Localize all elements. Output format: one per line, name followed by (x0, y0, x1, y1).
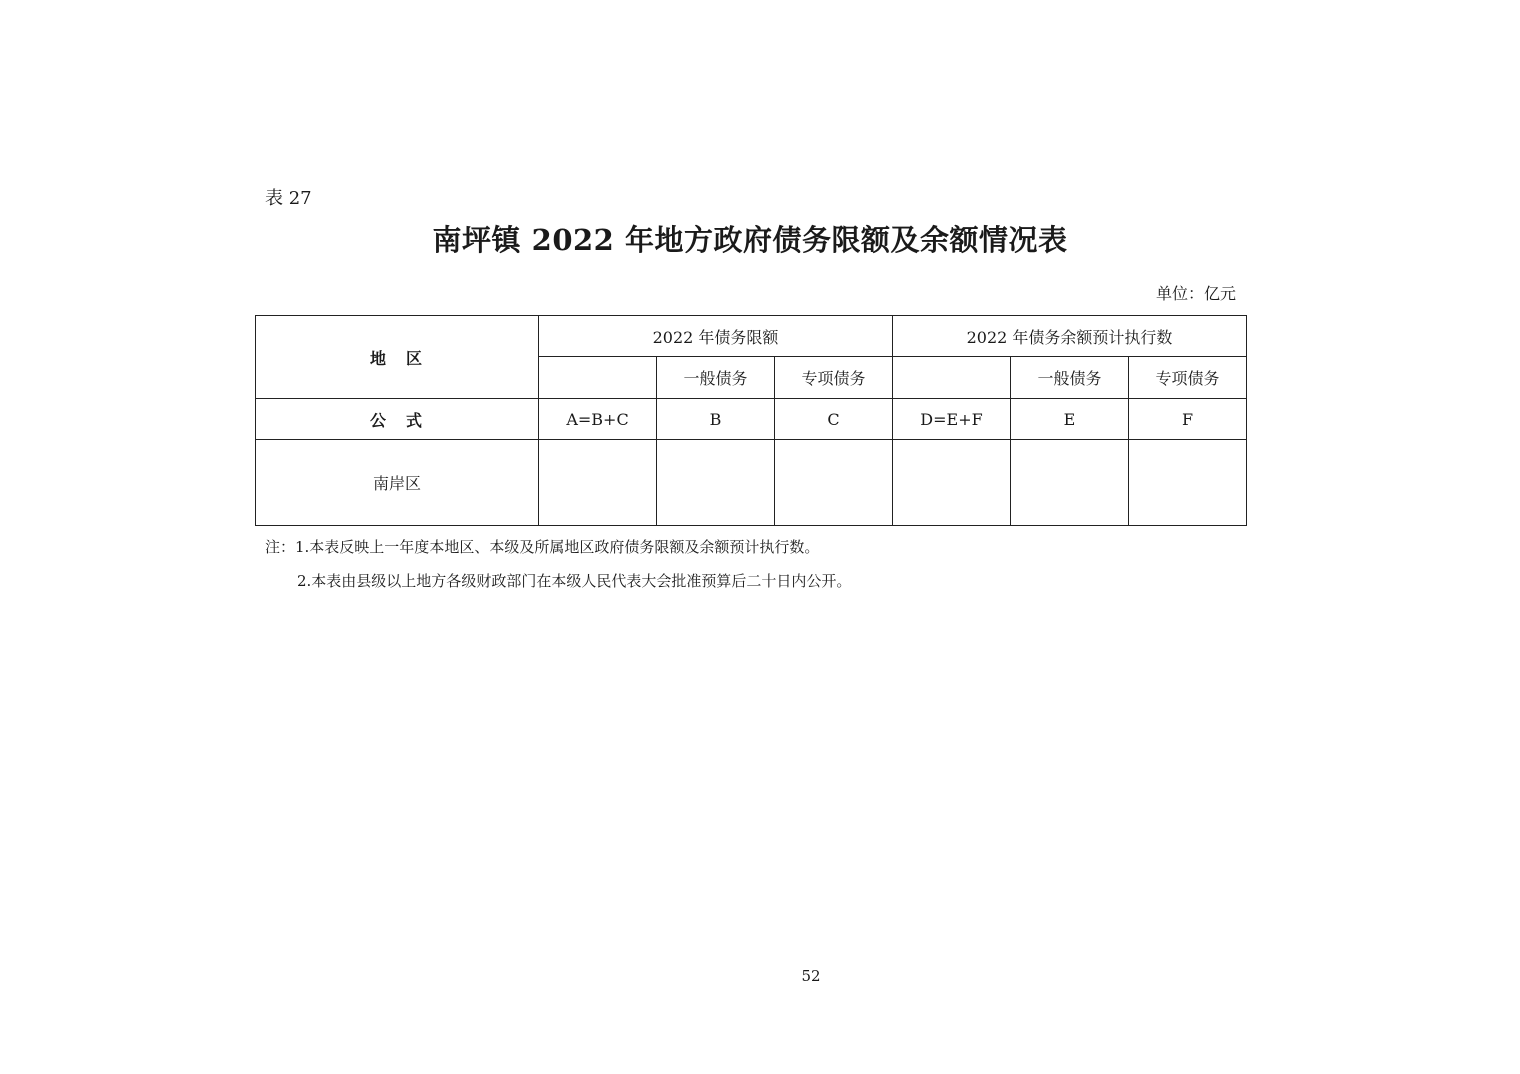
formula-cell: F (1129, 399, 1247, 440)
table-number: 表 27 (265, 188, 312, 209)
table-cell (775, 440, 893, 526)
document-title: 南坪镇 2022 年地方政府债务限额及余额情况表 (432, 223, 1068, 257)
formula-cell: E (1011, 399, 1129, 440)
formula-row (256, 399, 1247, 440)
table-cell (539, 440, 657, 526)
footnote-1: 注：1.本表反映上一年度本地区、本级及所属地区政府债务限额及余额预计执行数。 (265, 538, 820, 556)
page-number: 52 (801, 967, 821, 985)
header-row-groups (256, 316, 1247, 357)
table-cell (893, 440, 1011, 526)
region-header: 地 区 (256, 316, 539, 399)
unit-label: 单位：亿元 (1155, 284, 1236, 303)
formula-cell: D=E+F (893, 399, 1011, 440)
table-cell (1011, 440, 1129, 526)
formula-cell: B (657, 399, 775, 440)
formula-label: 公 式 (256, 399, 539, 440)
group-header-balance: 2022 年债务余额预计执行数 (893, 316, 1247, 357)
formula-cell: A=B+C (539, 399, 657, 440)
formula-cell: C (775, 399, 893, 440)
table-cell (1129, 440, 1247, 526)
sub-header-balance-general: 一般债务 (1011, 357, 1129, 399)
table-row (256, 440, 1247, 526)
sub-header-balance-total (893, 357, 1011, 399)
row-region-label: 南岸区 (256, 440, 539, 526)
sub-header-balance-special: 专项债务 (1129, 357, 1247, 399)
debt-table (255, 315, 1247, 526)
footnote-2: 2.本表由县级以上地方各级财政部门在本级人民代表大会批准预算后二十日内公开。 (297, 572, 852, 590)
sub-header-limit-special: 专项债务 (775, 357, 893, 399)
group-header-limit: 2022 年债务限额 (539, 316, 893, 357)
sub-header-limit-general: 一般债务 (657, 357, 775, 399)
table-cell (657, 440, 775, 526)
sub-header-limit-total (539, 357, 657, 399)
